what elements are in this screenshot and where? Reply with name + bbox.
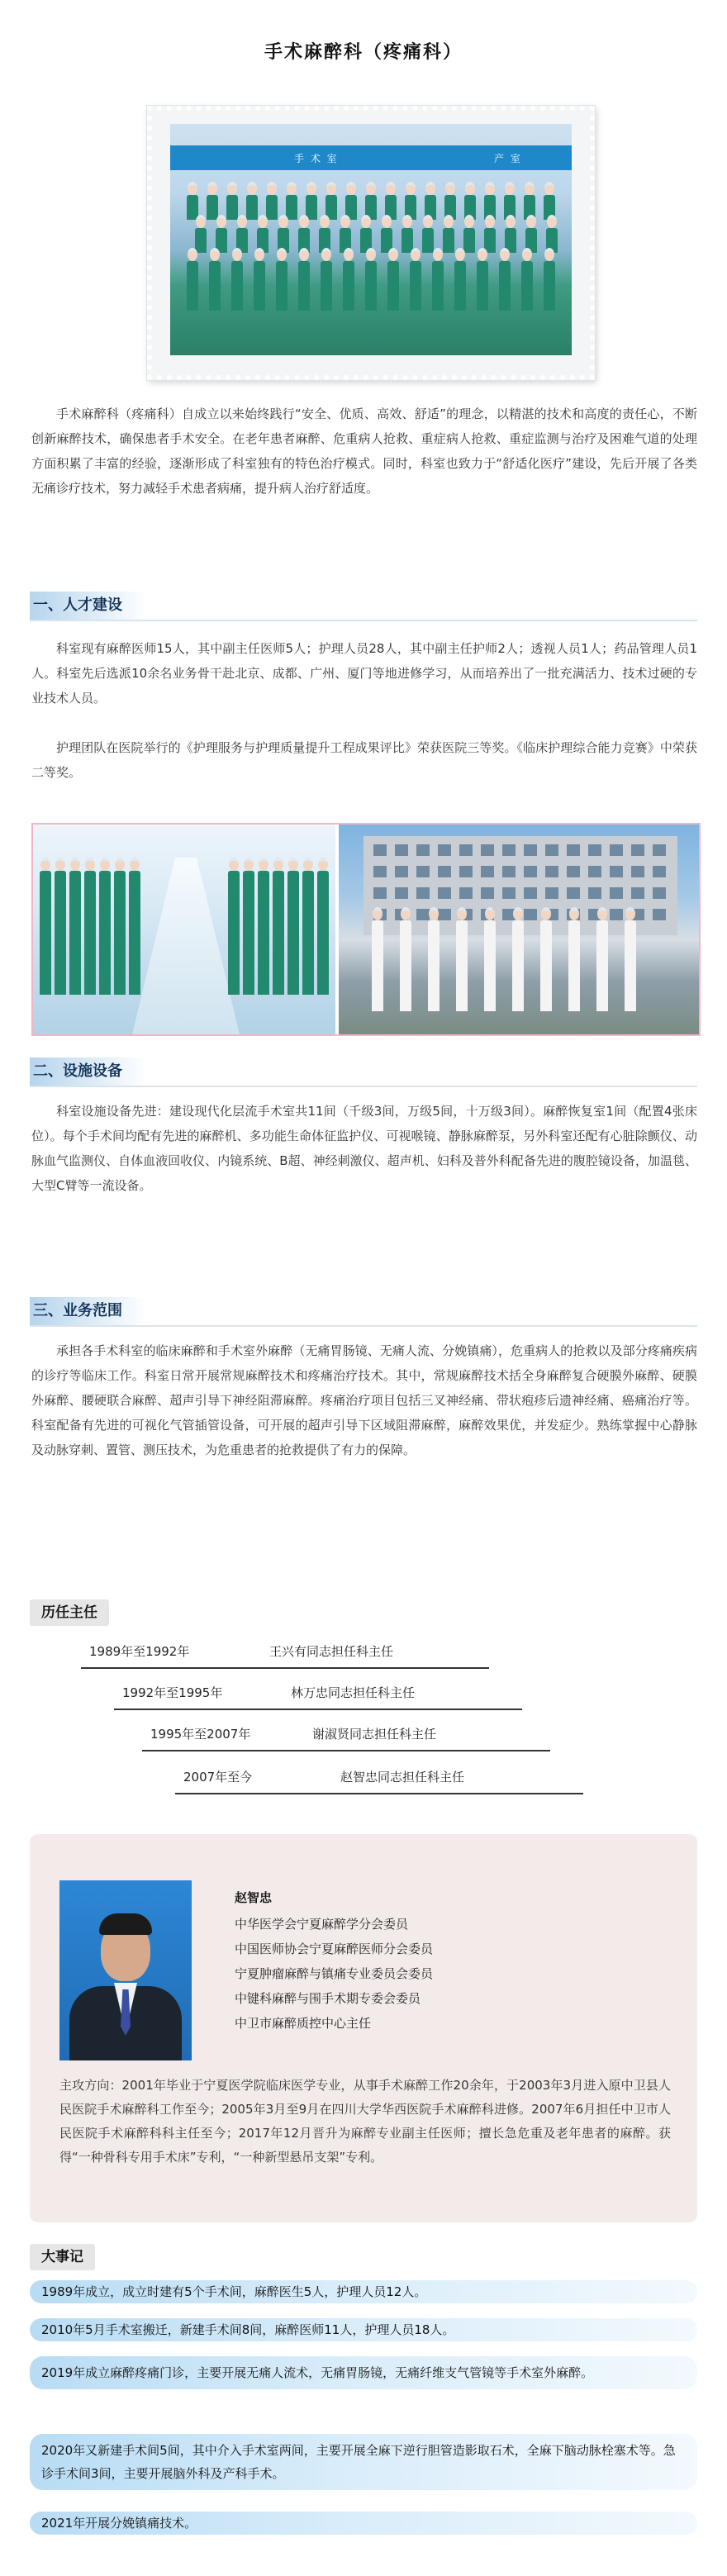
director-period: 2007年至今 <box>183 1770 253 1785</box>
figure-head <box>299 248 309 261</box>
figure-body <box>456 920 468 1011</box>
figure-head <box>544 248 554 261</box>
figure-body <box>410 261 421 311</box>
figure-head <box>188 182 197 195</box>
director-name: 谢淑贤同志担任科主任 <box>312 1727 437 1742</box>
team-photo <box>170 124 572 355</box>
window <box>416 887 430 899</box>
staff-figure <box>428 907 440 1011</box>
figure-head <box>306 182 316 195</box>
window <box>610 866 623 877</box>
event-item: 2020年又新建手术间5间，其中介入手术室两间，主要开展全麻下逆行胆管造影取石术，全麻下脑动脉栓塞术等。急诊手术间3间，主要开展脑外科及产科手术。 <box>30 2434 697 2490</box>
figure-body <box>568 920 580 1011</box>
figure-head <box>464 215 474 228</box>
window <box>395 866 408 877</box>
figure-head <box>401 907 411 920</box>
figure-body <box>114 871 126 995</box>
figure-head <box>130 858 140 871</box>
directors-title: 历任主任 <box>30 1599 109 1626</box>
staff-figure <box>228 858 240 995</box>
staff-figure <box>40 858 51 995</box>
figure-head <box>382 215 392 228</box>
team-photo-strip <box>31 823 701 1036</box>
staff-figure <box>512 907 524 1011</box>
figure-head <box>210 248 220 261</box>
figure-body <box>317 871 329 995</box>
window <box>438 909 451 920</box>
figure-head <box>247 182 257 195</box>
window <box>610 909 623 920</box>
staff-figure <box>410 248 421 311</box>
figure-body <box>84 871 96 995</box>
figure-head <box>485 182 495 195</box>
director-profile-card <box>30 1834 697 2222</box>
window <box>438 866 451 877</box>
intro-paragraph: 手术麻醉科（疼痛科）自成立以来始终践行“安全、优质、高效、舒适”的理念，以精湛的技术和高度的责任心，不断创新麻醉技术，确保患者手术安全。在老年患者麻醉、危重病人抢救、重症病人抢救、重症监测与治疗及困难气道的处理方面积累了丰富的经验，逐渐形成了科室独有的特色治疗模式。同时，科室也致力于“舒适化医疗”建设，先后开展了各类无痛诊疗技术，努力减轻手术患者病痛，提升病人治疗舒适度。 <box>31 406 697 496</box>
figure-head <box>258 215 268 228</box>
staff-figure <box>372 907 383 1011</box>
figure-head <box>321 248 331 261</box>
staff-figure <box>625 907 636 1011</box>
corridor-floor <box>132 858 240 1034</box>
window <box>524 844 537 856</box>
window <box>459 866 473 877</box>
staff-figure <box>454 248 466 311</box>
director-period: 1992年至1995年 <box>122 1685 223 1700</box>
figure-head <box>344 248 354 261</box>
figure-head <box>457 907 467 920</box>
figure-head <box>259 858 268 871</box>
figure-body <box>258 871 269 995</box>
director-rule <box>81 1667 489 1669</box>
window <box>502 866 516 877</box>
director-period: 1995年至2007年 <box>150 1727 251 1742</box>
director-name: 林万忠同志担任科主任 <box>291 1685 416 1700</box>
staff-figure <box>343 248 354 311</box>
window <box>373 887 387 899</box>
event-item: 2019年成立麻醉疼痛门诊，主要开展无痛人流术，无痛胃肠镜，无痛纤维支气管镜等手术室外麻醉。 <box>30 2356 697 2389</box>
director-description: 主攻方向：2001年毕业于宁夏医学院临床医学专业，从事手术麻醉工作20余年，于2003年3月进入原中卫县人民医院手术麻醉科工作至今；2005年3月至9月在四川大学华西医院手术麻醉科进修。2007年6月担任中卫市人民医院手术麻醉科科主任至今；2017年12月晋升为麻醉专业副主任医师；擅长急危重及老年患者的麻醉。获得“一种骨科专用手术床”专利，“一种新型悬吊支架”专利。 <box>59 2078 671 2165</box>
figure-head <box>229 858 239 871</box>
figure-head <box>287 182 297 195</box>
staff-figure <box>499 248 511 311</box>
staff-figure <box>209 248 221 311</box>
figure-body <box>387 261 399 311</box>
window <box>395 887 408 899</box>
figure-head <box>366 182 376 195</box>
window <box>610 887 623 899</box>
figure-body <box>287 871 299 995</box>
director-role: 中国医师协会宁夏麻醉医师分会委员 <box>235 1942 434 1956</box>
figure-head <box>547 215 557 228</box>
figure-body <box>40 871 51 995</box>
figure-head <box>455 248 465 261</box>
figure-head <box>100 858 110 871</box>
figure-head <box>513 907 523 920</box>
figure-body <box>69 871 81 995</box>
figure-body <box>129 871 140 995</box>
figure-head <box>402 215 412 228</box>
figure-body <box>254 261 265 311</box>
figure-head <box>55 858 65 871</box>
staff-figure <box>321 248 332 311</box>
director-name: 王兴有同志担任科主任 <box>269 1644 394 1659</box>
portrait-hair <box>99 1913 152 1935</box>
figure-body <box>372 920 383 1011</box>
event-item: 2010年5月手术室搬迁，新建手术间8间，麻醉医师11人，护理人员18人。 <box>30 2318 697 2341</box>
figure-head <box>267 182 277 195</box>
section-equipment-heading <box>30 1057 147 1086</box>
window <box>545 866 558 877</box>
staff-figure <box>187 248 198 311</box>
figure-head <box>444 215 454 228</box>
building-photo <box>339 825 699 1034</box>
window <box>395 844 408 856</box>
figure-head <box>373 907 383 920</box>
figure-head <box>541 907 551 920</box>
director-name: 赵智忠 <box>235 1890 273 1905</box>
director-rule <box>175 1793 583 1794</box>
staff-figure <box>443 215 454 253</box>
figure-head <box>70 858 80 871</box>
window <box>631 844 644 856</box>
figure-head <box>423 215 433 228</box>
figure-head <box>485 215 495 228</box>
window <box>481 866 494 877</box>
business-paragraph: 承担各手术科室的临床麻醉和手术室外麻醉（无痛胃肠镜、无痛人流、分娩镇痛），危重病人的抢救以及部分疼痛疾病的诊疗等临床工作。科室日常开展常规麻醉技术和疼痛治疗技术。其中，常规麻醉技术括全身麻醉复合硬膜外麻醉、硬膜外麻醉、腰硬联合麻醉、超声引导下神经阻滞麻醉。疼痛治疗项目包括三叉神经痛、带状疱疹后遗神经痛、癌痛治疗等。科室配备有先进的可视化气管插管设备，可开展的超声引导下区域阻滞麻醉，麻醉效果优，并发症少。熟练掌握中心静脉及动脉穿刺、置管、测压技术，为危重患者的抢救提供了有力的保障。 <box>31 1343 697 1457</box>
figure-head <box>445 182 455 195</box>
event-item: 1989年成立，成立时建有5个手术间，麻醉医生5人，护理人员12人。 <box>30 2280 697 2303</box>
director-role: 中卫市麻醉质控中心主任 <box>235 2016 372 2031</box>
window <box>459 887 473 899</box>
staff-figure <box>568 907 580 1011</box>
figure-head <box>273 858 283 871</box>
figure-body <box>443 228 454 253</box>
window <box>653 866 666 877</box>
staff-figure <box>114 858 126 995</box>
figure-head <box>40 858 50 871</box>
figure-body <box>99 871 111 995</box>
staff-figure <box>365 248 377 311</box>
staff-figure <box>276 248 287 311</box>
figure-head <box>326 182 336 195</box>
window <box>502 844 516 856</box>
section-business-heading <box>30 1297 147 1325</box>
staff-figure <box>243 858 254 995</box>
figure-head <box>361 215 371 228</box>
figure-head <box>188 248 197 261</box>
figure-head <box>254 248 264 261</box>
figure-head <box>196 215 206 228</box>
staff-figure <box>55 858 66 995</box>
photo-sign-1: 手 术 室 <box>294 153 339 164</box>
figure-head <box>115 858 125 871</box>
figure-head <box>526 215 536 228</box>
figure-body <box>298 261 310 311</box>
director-period: 1989年至1992年 <box>89 1644 190 1659</box>
figure-body <box>231 261 243 311</box>
figure-head <box>320 215 330 228</box>
figure-body <box>512 920 524 1011</box>
window <box>481 887 494 899</box>
figure-body <box>302 871 314 995</box>
director-role: 宁夏肿瘤麻醉与镇痛专业委员会委员 <box>235 1966 434 1981</box>
figure-body <box>276 261 287 311</box>
figure-head <box>429 907 439 920</box>
window <box>610 844 623 856</box>
figure-body <box>243 871 254 995</box>
staff-figure <box>254 248 265 311</box>
figure-body <box>321 261 332 311</box>
staff-figure <box>544 248 555 311</box>
figure-head <box>500 248 510 261</box>
figure-body <box>273 871 284 995</box>
figure-body <box>365 261 377 311</box>
figure-head <box>465 182 475 195</box>
photo-sign-2: 产 室 <box>494 153 522 164</box>
figure-head <box>288 858 298 871</box>
figure-body <box>454 261 466 311</box>
events-title: 大事记 <box>30 2244 95 2270</box>
corridor-photo <box>33 825 335 1034</box>
figure-body <box>228 871 240 995</box>
window <box>588 866 601 877</box>
staff-figure <box>540 907 552 1011</box>
window <box>631 866 644 877</box>
figure-head <box>505 182 515 195</box>
figure-head <box>425 182 435 195</box>
window <box>567 866 580 877</box>
window <box>653 909 666 920</box>
window <box>524 887 537 899</box>
staff-figure <box>258 858 269 995</box>
staff-figure <box>246 182 258 220</box>
figure-head <box>544 182 554 195</box>
figure-head <box>366 248 376 261</box>
figure-body <box>596 920 608 1011</box>
figure-head <box>386 182 396 195</box>
window <box>416 844 430 856</box>
section-business-title: 三、业务范围 <box>30 1297 147 1325</box>
figure-body <box>432 261 444 311</box>
section-divider <box>30 1086 697 1087</box>
figure-body <box>55 871 66 995</box>
window <box>588 887 601 899</box>
window <box>524 866 537 877</box>
figure-head <box>411 248 421 261</box>
staff-figure <box>69 858 81 995</box>
figure-head <box>207 182 217 195</box>
window <box>373 866 387 877</box>
staff-figure <box>287 858 299 995</box>
window <box>653 887 666 899</box>
director-role: 中华医学会宁夏麻醉学分会委员 <box>235 1917 409 1932</box>
figure-head <box>237 215 247 228</box>
figure-head <box>525 182 535 195</box>
window <box>545 887 558 899</box>
section-talent-title: 一、人才建设 <box>30 592 147 620</box>
award-paragraph: 护理团队在医院举行的《护理服务与护理质量提升工程成果评比》荣获医院三等奖。《临床护理综合能力竞赛》中荣获二等奖。 <box>31 740 697 780</box>
figure-head <box>227 182 237 195</box>
staff-figure <box>432 248 444 311</box>
figure-body <box>209 261 221 311</box>
staff-figure <box>273 858 284 995</box>
staff-figure <box>302 858 314 995</box>
page-title: 手术麻醉科（疼痛科） <box>264 42 463 63</box>
figure-head <box>85 858 95 871</box>
staff-figure <box>387 248 399 311</box>
staff-figure <box>521 248 533 311</box>
window <box>373 844 387 856</box>
figure-body <box>477 261 488 311</box>
window <box>502 887 516 899</box>
figure-head <box>346 182 356 195</box>
director-name: 赵智忠同志担任科主任 <box>340 1770 465 1785</box>
section-talent-heading <box>30 592 147 620</box>
director-rule <box>142 1750 550 1751</box>
staff-figure <box>484 907 496 1011</box>
figure-body <box>343 261 354 311</box>
figure-head <box>522 248 532 261</box>
staff-figure <box>596 907 608 1011</box>
staff-figure <box>129 858 140 995</box>
figure-head <box>478 248 487 261</box>
staff-figure <box>84 858 96 995</box>
window <box>524 909 537 920</box>
staff-figure <box>477 248 488 311</box>
section-divider <box>30 1325 697 1327</box>
figure-head <box>433 248 443 261</box>
figure-head <box>216 215 226 228</box>
staff-figure <box>231 248 243 311</box>
talent-paragraph: 科室现有麻醉医师15人，其中副主任医师5人；护理人员28人，其中副主任护师2人；透视人员1人；药品管理人员1人。科室先后选派10余名业务骨干赴北京、成都、广州、厦门等地进修学习，从而培养出了一批充满活力、技术过硬的专业技术人员。 <box>31 641 697 706</box>
window <box>438 844 451 856</box>
director-portrait <box>59 1880 192 2060</box>
figure-head <box>232 248 242 261</box>
window <box>653 844 666 856</box>
staff-figure <box>298 248 310 311</box>
figure-head <box>244 858 254 871</box>
figure-head <box>388 248 398 261</box>
figure-head <box>406 182 416 195</box>
window <box>438 887 451 899</box>
director-rule <box>114 1709 522 1710</box>
window <box>545 844 558 856</box>
window <box>567 887 580 899</box>
window <box>631 887 644 899</box>
figure-body <box>400 920 411 1011</box>
figure-head <box>506 215 516 228</box>
figure-body <box>246 195 258 220</box>
staff-figure <box>317 858 329 995</box>
staff-figure <box>400 907 411 1011</box>
window <box>481 844 494 856</box>
section-equipment-title: 二、设施设备 <box>30 1057 147 1086</box>
figure-head <box>299 215 309 228</box>
figure-body <box>625 920 636 1011</box>
figure-body <box>521 261 533 311</box>
staff-figure <box>456 907 468 1011</box>
figure-body <box>428 920 440 1011</box>
event-item: 2021年开展分娩镇痛技术。 <box>30 2512 697 2535</box>
figure-body <box>540 920 552 1011</box>
figure-head <box>340 215 350 228</box>
figure-head <box>485 907 495 920</box>
figure-head <box>625 907 635 920</box>
figure-head <box>277 248 287 261</box>
figure-body <box>187 261 198 311</box>
section-divider <box>30 620 697 621</box>
window <box>567 844 580 856</box>
team-photo-frame <box>147 106 595 380</box>
window <box>416 866 430 877</box>
figure-head <box>318 858 328 871</box>
figure-body <box>499 261 511 311</box>
figure-head <box>303 858 313 871</box>
equipment-paragraph: 科室设施设备先进：建设现代化层流手术室共11间（千级3间，万级5间，十万级3间）。麻醉恢复室1间（配置4张床位）。每个手术间均配有先进的麻醉机、多功能生命体征监护仪、可视喉镜、静脉麻醉泵，另外科室还配有心脏除颤仪、动脉血气监测仪、自体血液回收仪、内镜系统、B超、神经刺激仪、超声机、妇科及普外科配备先进的腹腔镜设备，加温毯、大型C臂等一流设备。 <box>31 1104 697 1193</box>
window <box>588 844 601 856</box>
window <box>459 844 473 856</box>
figure-body <box>484 920 496 1011</box>
director-role: 中键科麻醉与围手术期专委会委员 <box>235 1991 421 2006</box>
figure-head <box>569 907 579 920</box>
figure-head <box>597 907 607 920</box>
figure-body <box>544 261 555 311</box>
staff-figure <box>99 858 111 995</box>
figure-head <box>278 215 288 228</box>
